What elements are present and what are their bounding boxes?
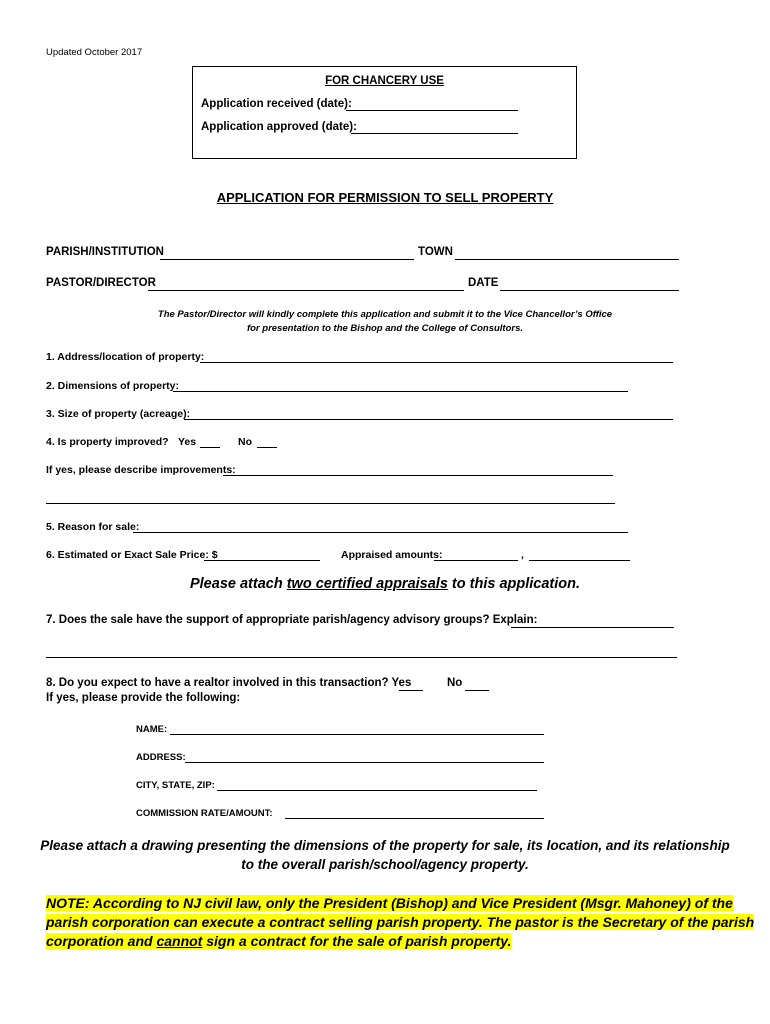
- note-line3: [46, 933, 511, 949]
- q4-no-field[interactable]: [257, 447, 277, 448]
- q7-label: 7. Does the sale have the support of appropriate parish/agency advisory groups? Explain:: [46, 614, 538, 626]
- q8-yes-field[interactable]: [399, 690, 423, 691]
- q6-appraised-label: Appraised amounts:: [341, 549, 443, 561]
- q5-field[interactable]: [133, 532, 628, 533]
- date-label: DATE: [468, 277, 499, 289]
- appraisals-before: Please attach: [189, 576, 287, 592]
- approved-date-field[interactable]: [351, 133, 518, 134]
- q6-label: 6. Estimated or Exact Sale Price: $: [46, 549, 218, 561]
- realtor-address-label: ADDRESS:: [136, 752, 186, 763]
- note-line2: parish corporation can execute a contract selling parish property. The pastor is the Secretary of the parish: [46, 914, 755, 930]
- q4-describe-field[interactable]: [223, 475, 613, 476]
- q1-label: 1. Address/location of property:: [46, 351, 205, 363]
- approved-label: Application approved (date):: [201, 121, 357, 133]
- realtor-address-field[interactable]: [185, 762, 544, 763]
- q6-price-field[interactable]: [204, 560, 320, 561]
- instructions-line2: for presentation to the Bishop and the College of Consultors.: [246, 323, 524, 334]
- realtor-commission-label: COMMISSION RATE/AMOUNT:: [136, 808, 273, 819]
- parish-label: PARISH/INSTITUTION: [46, 246, 164, 258]
- realtor-city-label: CITY, STATE, ZIP:: [136, 780, 215, 791]
- q6-comma: ,: [521, 549, 524, 561]
- appraisals-after: to this application.: [447, 576, 581, 592]
- q4-no-label: No: [238, 436, 252, 448]
- q7-field[interactable]: [511, 627, 674, 628]
- q4-label: 4. Is property improved?: [46, 436, 169, 448]
- note-cannot: cannot: [156, 933, 203, 949]
- q8-followup: If yes, please provide the following:: [46, 692, 241, 704]
- q4-yes-field[interactable]: [200, 447, 220, 448]
- q6-appraised-field-1[interactable]: [434, 560, 518, 561]
- q2-label: 2. Dimensions of property:: [46, 380, 180, 392]
- q4-describe-label: If yes, please describe improvements:: [46, 464, 236, 476]
- drawing-note-line2: to the overall parish/school/agency property.: [241, 857, 529, 872]
- page-title: APPLICATION FOR PERMISSION TO SELL PROPERTY: [216, 190, 554, 205]
- pastor-label: PASTOR/DIRECTOR: [46, 277, 156, 289]
- q3-field[interactable]: [184, 419, 673, 420]
- legal-note: [46, 894, 754, 951]
- parish-field[interactable]: [160, 259, 414, 260]
- note-line1: NOTE: According to NJ civil law, only the President (Bishop) and Vice President (Msgr. Mahoney) of the: [46, 895, 733, 911]
- town-field[interactable]: [455, 259, 679, 260]
- q4-yes-label: Yes: [178, 436, 197, 448]
- note-line3-before: corporation and: [46, 933, 157, 949]
- updated-date: Updated October 2017: [46, 47, 143, 58]
- note-line3-after: sign a contract for the sale of parish property.: [202, 933, 512, 949]
- q8-no-field[interactable]: [465, 690, 489, 691]
- q3-label: 3. Size of property (acreage):: [46, 408, 191, 420]
- q4-describe-field-2[interactable]: [46, 503, 615, 504]
- instructions-line1: The Pastor/Director will kindly complete this application and submit it to the Vice Chancellor’s Office: [157, 309, 613, 320]
- q6-appraised-field-2[interactable]: [529, 560, 630, 561]
- appraisals-note: [0, 576, 770, 592]
- received-date-field[interactable]: [346, 110, 518, 111]
- realtor-city-field[interactable]: [217, 790, 537, 791]
- q8-label: 8. Do you expect to have a realtor involved in this transaction? Yes: [46, 677, 412, 689]
- realtor-name-field[interactable]: [170, 734, 544, 735]
- date-field[interactable]: [500, 290, 679, 291]
- chancery-heading: FOR CHANCERY USE: [325, 75, 444, 87]
- q5-label: 5. Reason for sale:: [46, 521, 140, 533]
- q1-field[interactable]: [200, 362, 673, 363]
- received-label: Application received (date):: [201, 98, 352, 110]
- q8-no-label: No: [447, 677, 463, 689]
- appraisals-underlined: two certified appraisals: [286, 576, 448, 592]
- realtor-commission-field[interactable]: [285, 818, 544, 819]
- q2-field[interactable]: [173, 391, 628, 392]
- drawing-note-line1: Please attach a drawing presenting the dimensions of the property for sale, its location, and its relationship: [40, 838, 730, 853]
- q7-field-2[interactable]: [46, 657, 677, 658]
- town-label: TOWN: [418, 246, 453, 258]
- realtor-name-label: NAME:: [136, 724, 168, 735]
- pastor-field[interactable]: [148, 290, 464, 291]
